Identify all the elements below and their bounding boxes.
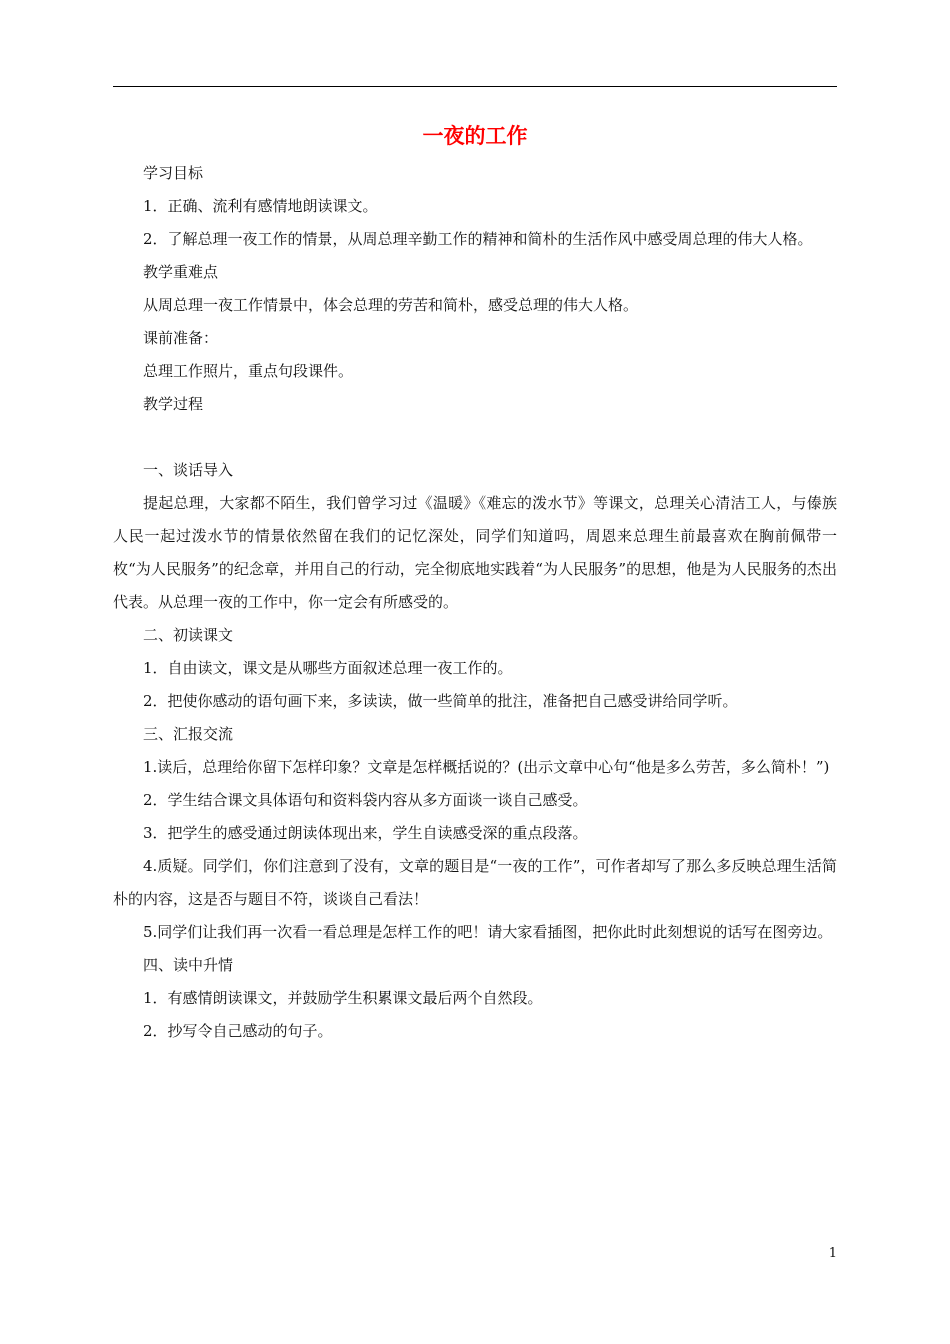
list-item: 2．把使你感动的语句画下来，多读读，做一些简单的批注，准备把自己感受讲给同学听。 xyxy=(143,692,738,710)
document-body xyxy=(113,157,837,1048)
header-rule xyxy=(113,86,837,87)
list-item: 2．了解总理一夜工作的情景，从周总理辛勤工作的精神和简朴的生活作风中感受周总理的伟大人格。 xyxy=(143,230,813,248)
blank-line xyxy=(113,421,837,454)
heading-teaching-process: 教学过程 xyxy=(143,395,204,413)
list-item: 3．把学生的感受通过朗读体现出来，学生自读感受深的重点段落。 xyxy=(143,824,588,842)
list-item: 1．自由读文，课文是从哪些方面叙述总理一夜工作的。 xyxy=(143,659,513,677)
list-item: 1．有感情朗读课文，并鼓励学生积累课文最后两个自然段。 xyxy=(143,989,543,1007)
page-number: 1 xyxy=(828,1246,837,1261)
list-item: 2．抄写令自己感动的句子。 xyxy=(143,1022,333,1040)
section-heading: 四、读中升情 xyxy=(143,956,234,974)
document-title: 一夜的工作 xyxy=(422,124,528,148)
heading-key-points: 教学重难点 xyxy=(143,263,219,281)
list-item: 1.读后，总理给你留下怎样印象？文章是怎样概括说的？(出示文章中心句“他是多么劳苦，多么简朴！”) xyxy=(143,758,830,776)
paragraph: 从周总理一夜工作情景中，体会总理的劳苦和简朴，感受总理的伟大人格。 xyxy=(143,296,639,314)
list-item: 1．正确、流利有感情地朗读课文。 xyxy=(143,197,378,215)
section-heading: 二、初读课文 xyxy=(143,626,234,644)
paragraph: 提起总理，大家都不陌生，我们曾学习过《温暖》《难忘的泼水节》等课文，总理关心清洁工人，与傣族人民一起过泼水节的情景依然留在我们的记忆深处，同学们知道吗，周恩来总理生前最喜欢在胸前佩带一枚“为人民服务”的纪念章，并用自己的行动，完全彻底地实践着“为人民服务”的思想，他是为人民服务的杰出代表。从总理一夜的工作中，你一定会有所感受的。 xyxy=(113,494,837,611)
heading-preparation: 课前准备： xyxy=(143,329,219,347)
section-heading: 三、汇报交流 xyxy=(143,725,234,743)
list-item: 4.质疑。同学们，你们注意到了没有，文章的题目是“一夜的工作”，可作者却写了那么多反映总理生活简朴的内容，这是否与题目不符，谈谈自己看法！ xyxy=(113,857,837,908)
list-item: 5.同学们让我们再一次看一看总理是怎样工作的吧！请大家看插图，把你此时此刻想说的话写在图旁边。 xyxy=(143,923,833,941)
section-heading: 一、谈话导入 xyxy=(143,461,234,479)
heading-learning-goals: 学习目标 xyxy=(143,164,204,182)
list-item: 2．学生结合课文具体语句和资料袋内容从多方面谈一谈自己感受。 xyxy=(143,791,588,809)
paragraph: 总理工作照片，重点句段课件。 xyxy=(143,362,354,380)
